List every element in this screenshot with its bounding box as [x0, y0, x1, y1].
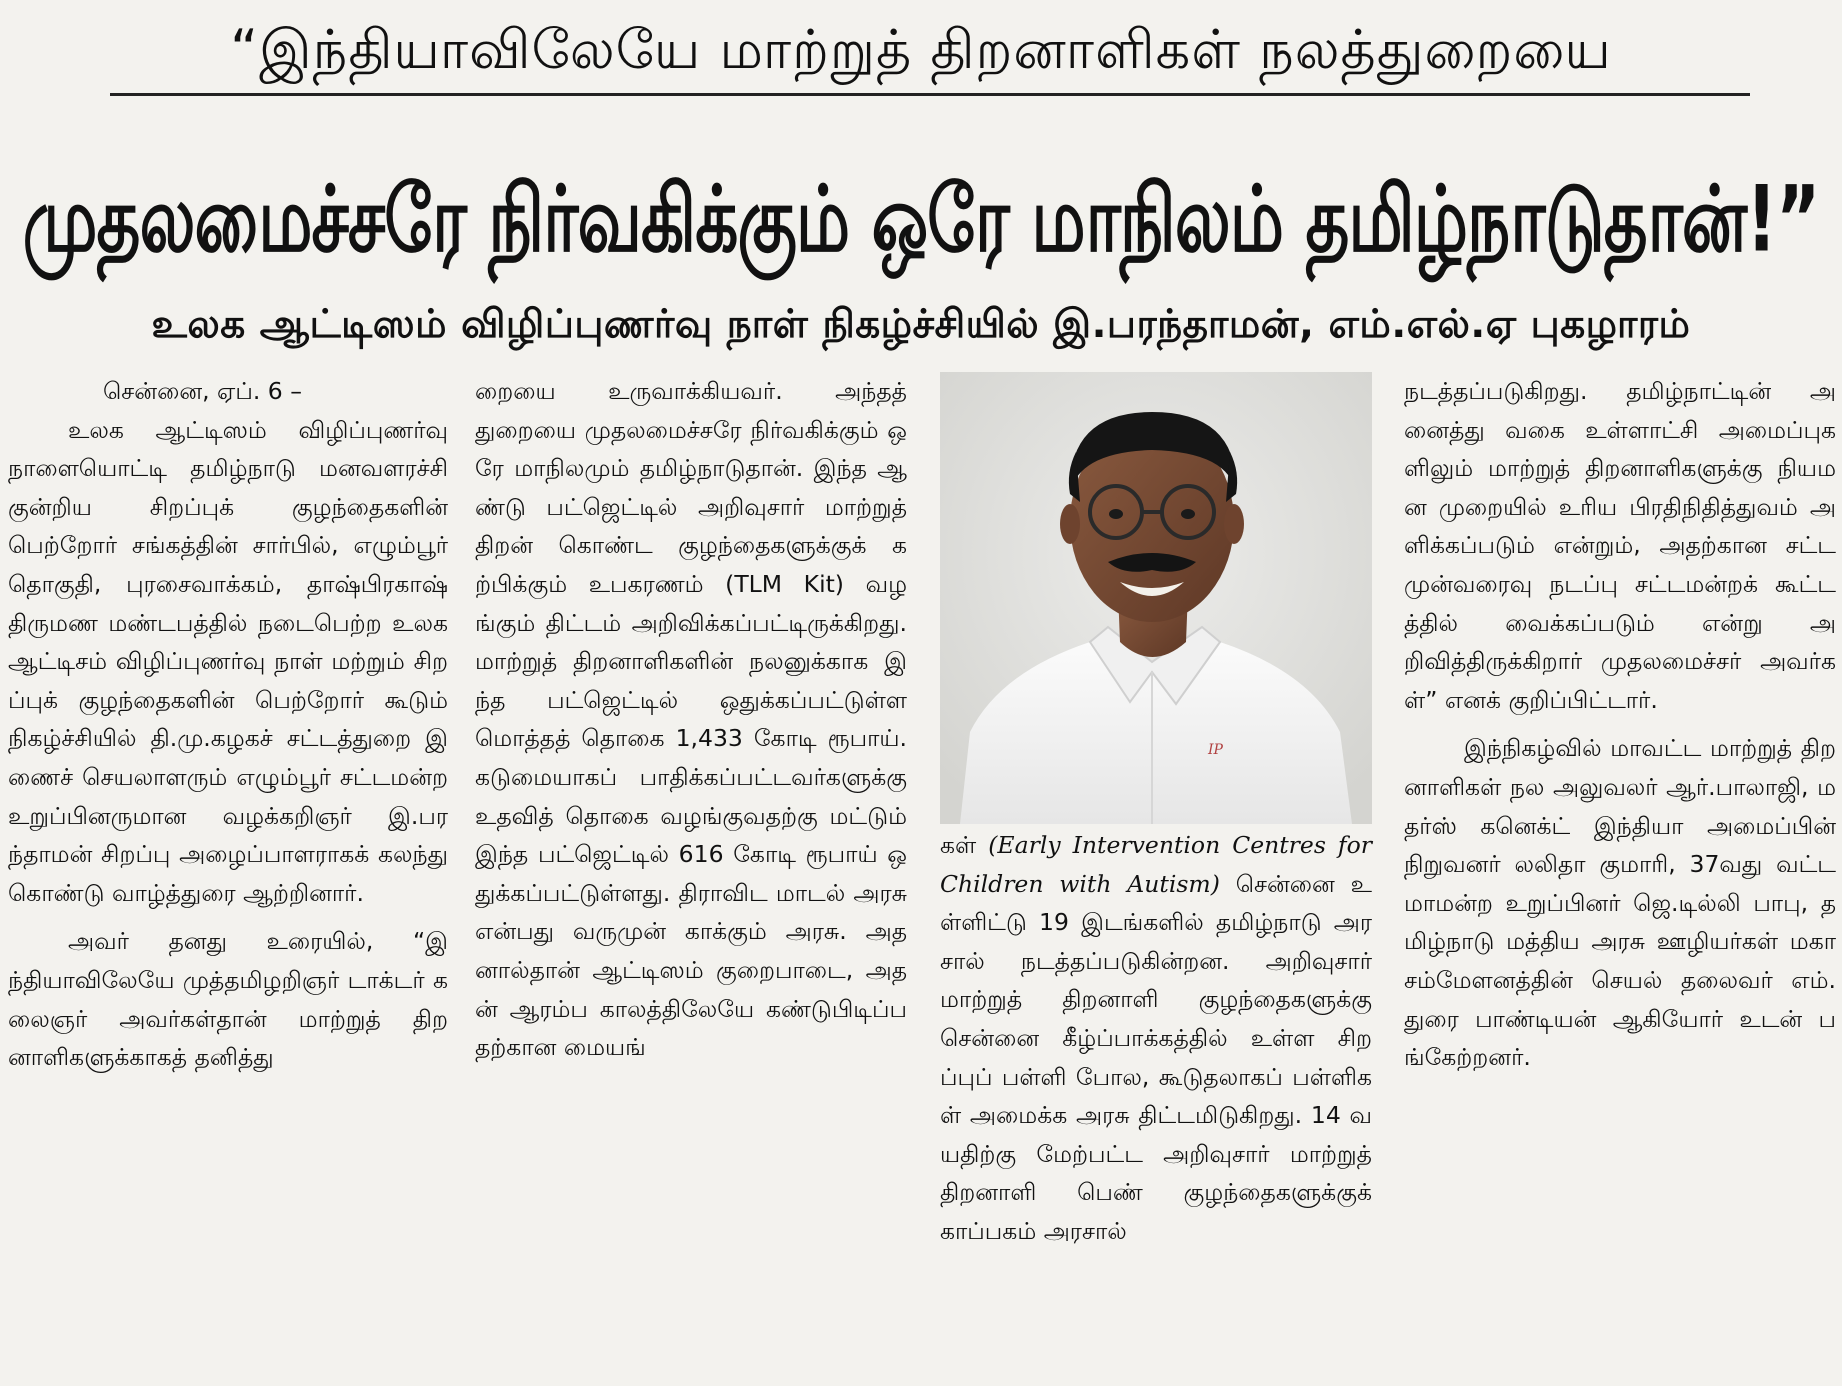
text-run: சென்னை உள்ளிட்டு 19 இடங்களில் தமிழ்நாடு அரசால் நடத்தப்படுகின்றன. அறிவுசார் மாற்றுத் திறனாளி குழந்தைகளுக்கு சென்னை கீழ்ப்பாக்கத்தில் உள்ள சிறப்புப் பள்ளி போல, கூடுதலாகப் பள்ளிகள் அமைக்க அரசு திட்டமிடுகிறது. 14 வயதிற்கு மேற்பட்ட அறிவுசார் மாற்றுத் திறனாளி பெண் குழந்தைகளுக்குக் காப்பகம் அரசால்	[940, 869, 1372, 1245]
text-run: கள்	[940, 831, 977, 859]
portrait-photo	[940, 372, 1372, 824]
paragraph: நடத்தப்படுகிறது. தமிழ்நாட்டின் அனைத்து வகை உள்ளாட்சி அமைப்புகளிலும் மாற்றுத் திறனாளிகளுக்கு நியமன முறையில் உரிய பிரதிநிதித்துவம் அளிக்கப்படும் என்றும், அதற்கான சட்ட முன்வரைவு நடப்பு சட்டமன்றக் கூட்டத்தில் வைக்கப்படும் என்று அறிவித்திருக்கிறார் முதலமைச்சர் அவர்கள்” எனக் குறிப்பிட்டார்.	[1404, 377, 1836, 714]
paragraph: றையை உருவாக்கியவர். அந்தத் துறையை முதலமைச்சரே நிர்வகிக்கும் ஒரே மாநிலமும் தமிழ்நாடுதான். இந்த ஆண்டு பட்ஜெட்டில் அறிவுசார் மாற்றுத் திறன் கொண்ட குழந்தைகளுக்குக் கற்பிக்கும் உபகரணம் (TLM Kit) வழங்கும் திட்டம் அறிவிக்கப்பட்டிருக்கிறது. மாற்றுத் திறனாளிகளின் நலனுக்காக இந்த பட்ஜெட்டில் ஒதுக்கப்பட்டுள்ள மொத்தத் தொகை 1,433 கோடி ரூபாய். கடுமையாகப் பாதிக்கப்பட்டவர்களுக்கு உதவித் தொகை வழங்குவதற்கு மட்டும் இந்த பட்ஜெட்டில் 616 கோடி ரூபாய் ஒதுக்கப்பட்டுள்ளது. திராவிட மாடல் அரசு என்பது வருமுன் காக்கும் அரசு. அதனால்தான் ஆட்டிஸம் குறைபாடை, அதன் ஆரம்ப காலத்திலேயே கண்டுபிடிப்பதற்கான மையங்	[475, 377, 907, 1062]
article-column-3	[940, 826, 1372, 1261]
headline-divider	[110, 93, 1750, 96]
paragraph: உலக ஆட்டிஸம் விழிப்புணர்வு நாளையொட்டி தமிழ்நாடு மனவளரச்சி குன்றிய சிறப்புக் குழந்தைகளின் பெற்றோர் சங்கத்தின் சார்பில், எழும்பூர் தொகுதி, புரசைவாக்கம், தாஷ்பிரகாஷ் திருமண மண்டபத்தில் நடைபெற்ற உலக ஆட்டிசம் விழிப்புணர்வு நாள் மற்றும் சிறப்புக் குழந்தைகளின் பெற்றோர் கூடும் நிகழ்ச்சியில் தி.மு.கழகச் சட்டத்துறை இணைச் செயலாளரும் எழும்பூர் சட்டமன்ற உறுப்பினருமான வழக்கறிஞர் இ.பரந்தாமன் சிறப்பு அழைப்பாளராகக் கலந்து கொண்டு வாழ்த்துரை ஆற்றினார்.	[8, 415, 448, 907]
portrait-photo-icon	[940, 372, 1372, 824]
headline-kicker: “இந்தியாவிலேயே மாற்றுத் திறனாளிகள் நலத்துறையை	[230, 18, 1612, 81]
article-column-2	[475, 372, 907, 1077]
paragraph: அவர் தனது உரையில், “இந்தியாவிலேயே முத்தமிழறிஞர் டாக்டர் கலைஞர் அவர்கள்தான் மாற்றுத் திறனாளிகளுக்காகத் தனித்து	[8, 927, 448, 1072]
shirt-monogram: IP	[1208, 742, 1223, 758]
dateline: சென்னை, ஏப். 6 –	[103, 377, 302, 405]
subheadline: உலக ஆட்டிஸம் விழிப்புணர்வு நாள் நிகழ்ச்சியில் இ.பரந்தாமன், எம்.எல்.ஏ புகழாரம்	[151, 302, 1691, 347]
english-term: (Early Intervention Centres for Children with Autism)	[940, 831, 1372, 898]
article-column-4	[1404, 372, 1836, 1087]
main-headline: முதலமைச்சரே நிர்வகிக்கும் ஒரே மாநிலம் தமிழ்நாடுதான்!”	[22, 165, 1820, 272]
paragraph	[940, 826, 1372, 1251]
paragraph: இந்நிகழ்வில் மாவட்ட மாற்றுத் திறனாளிகள் நல அலுவலர் ஆர்.பாலாஜி, மதர்ஸ் கனெக்ட் இந்தியா அமைப்பின் நிறுவனர் லலிதா குமாரி, 37வது வட்ட மாமன்ற உறுப்பினர் ஜெ.டில்லி பாபு, தமிழ்நாடு மத்திய அரசு ஊழியர்கள் மகா சம்மேளனத்தின் செயல் தலைவர் எம்.துரை பாண்டியன் ஆகியோர் உடன் பங்கேற்றனர்.	[1404, 734, 1836, 1072]
article-column-1	[8, 372, 448, 1087]
